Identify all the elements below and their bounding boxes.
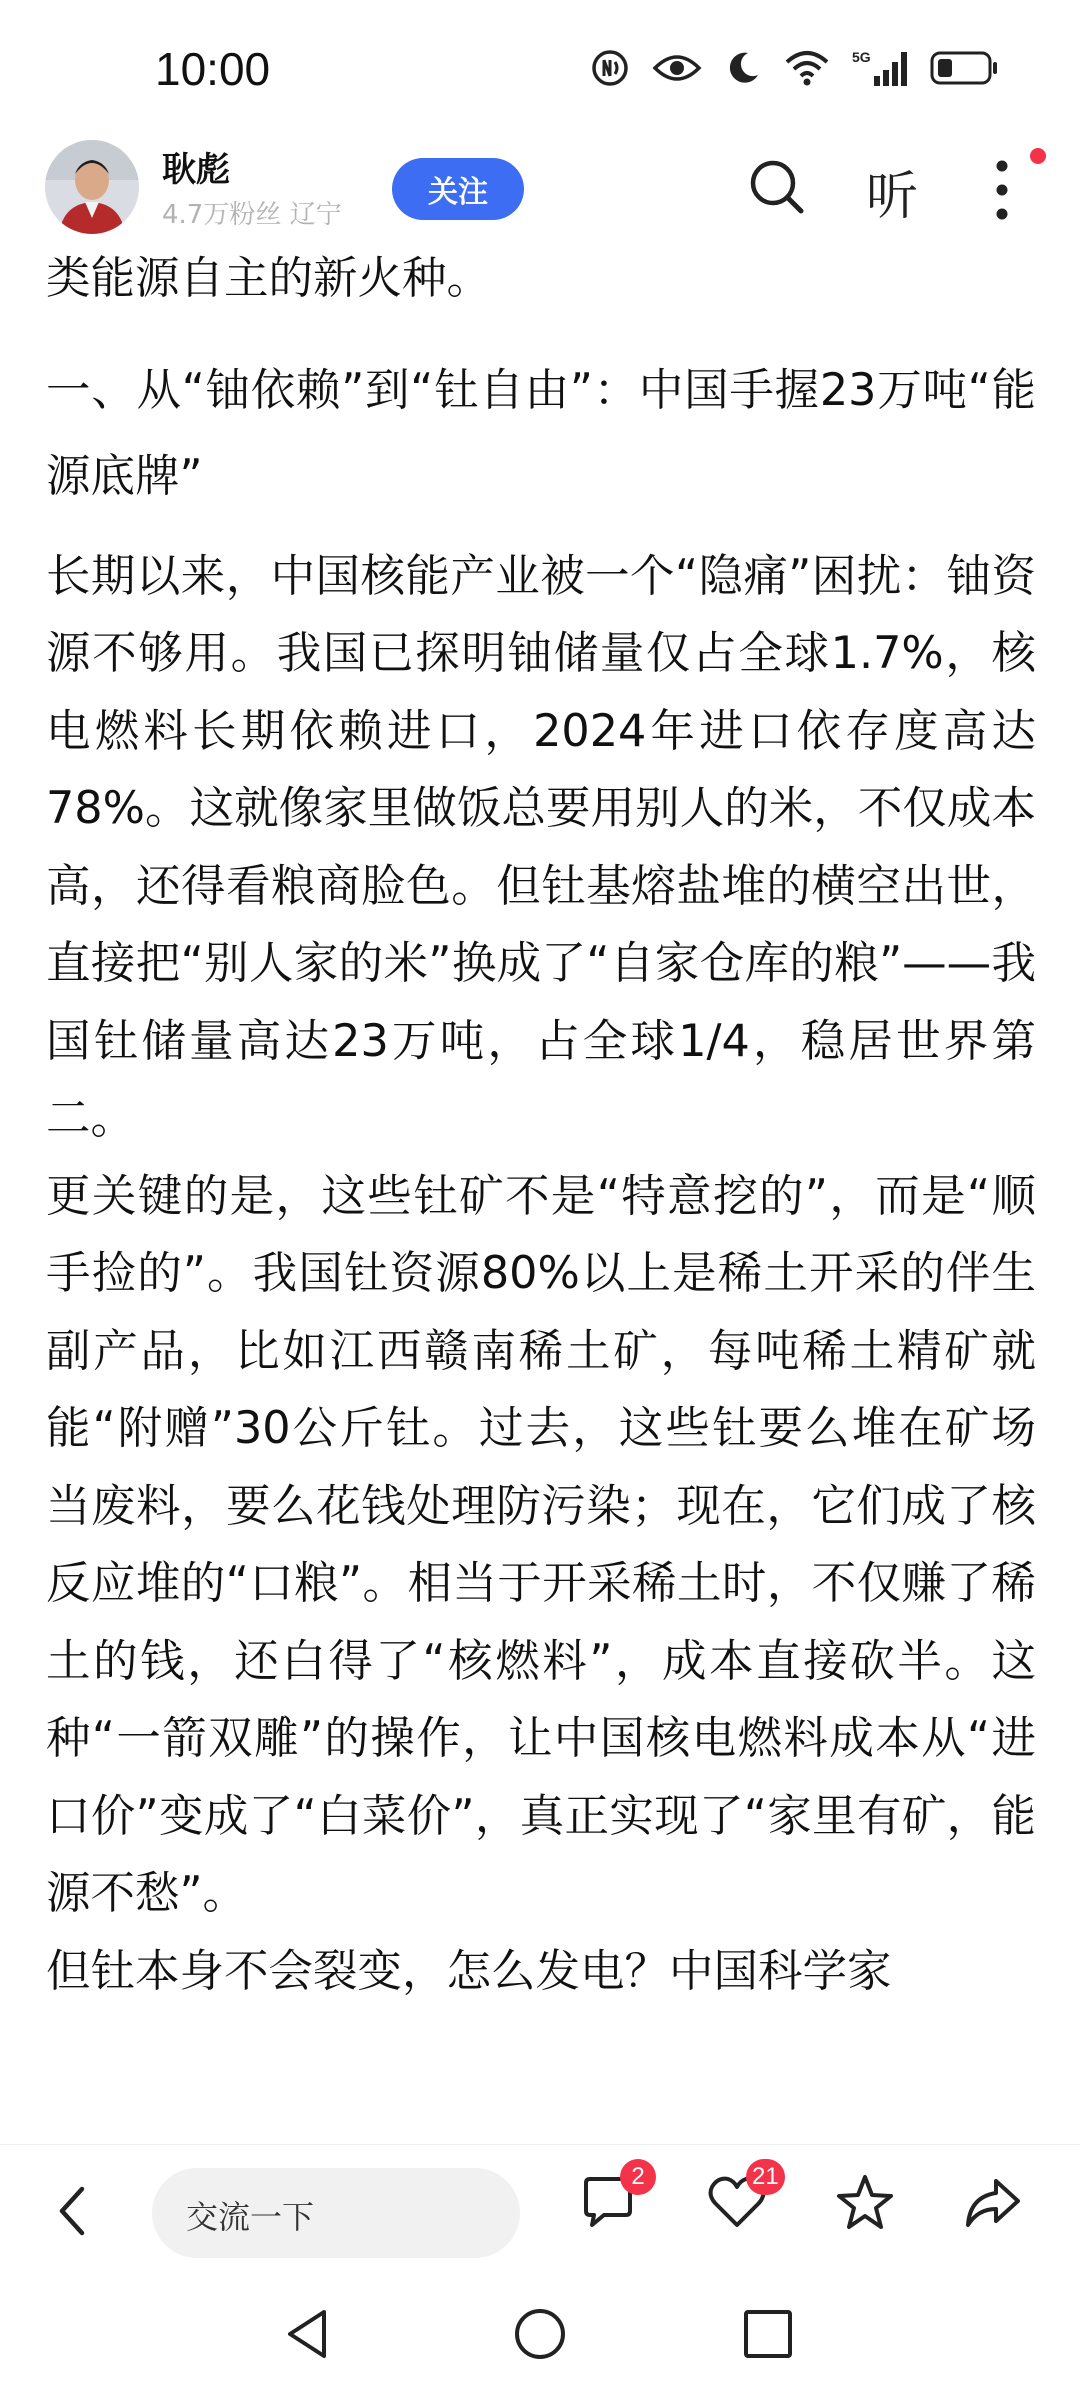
article-section-heading: 一、从“铀依赖”到“钍自由”：中国手握23万吨“能源底牌” bbox=[46, 364, 1036, 502]
status-time: 10:00 bbox=[155, 43, 271, 95]
more-icon[interactable] bbox=[992, 158, 1012, 222]
star-icon[interactable] bbox=[834, 2173, 896, 2233]
network-label: 5G bbox=[852, 49, 871, 65]
article-paragraph: 类能源自主的新火种。 bbox=[46, 253, 492, 304]
share-icon[interactable] bbox=[962, 2173, 1024, 2233]
like-count-badge: 21 bbox=[746, 2159, 785, 2195]
status-bar bbox=[0, 0, 1080, 140]
article-paragraph: 更关键的是，这些钍矿不是“特意挖的”，而是“顺手捡的”。我国钍资源80%以上是稀土开采的伴生副产品，比如江西赣南稀土矿，每吨稀土精矿就能“附赠”30公斤钍。过去，这些钍要么堆在矿场当废料，要么花钱处理防污染；现在，它们成了核反应堆的“口粮”。相当于开采稀土时，不仅赚了稀土的钱，还白得了“核燃料”，成本直接砍半。这种“一箭双雕”的操作，让中国核电燃料成本从“进口价”变成了“白菜价”，真正实现了“家里有矿，能源不愁”。 bbox=[46, 1170, 1036, 1919]
article-paragraph: 长期以来，中国核能产业被一个“隐痛”困扰：铀资源不够用。我国已探明铀储量仅占全球1.7%，核电燃料长期依赖进口，2024年进口依存度高达78%。这就像家里做饭总要用别人的米，不仅成本高，还得看粮商脸色。但钍基熔盐堆的横空出世，直接把“别人家的米”换成了“自家仓库的粮”——我国钍储量高达23万吨，占全球1/4，稳居世界第二。 bbox=[46, 550, 1036, 1144]
author-avatar-image bbox=[45, 140, 139, 234]
author-meta: 4.7万粉丝 辽宁 bbox=[162, 200, 342, 230]
article-paragraph: 但钍本身不会裂变，怎么发电？中国科学家 bbox=[46, 1945, 892, 1997]
avatar[interactable] bbox=[45, 140, 139, 234]
back-arrow-icon[interactable] bbox=[52, 2183, 92, 2239]
comment-input[interactable] bbox=[152, 2168, 520, 2258]
notification-dot bbox=[1030, 148, 1046, 164]
moon-icon bbox=[724, 49, 762, 87]
article-header bbox=[0, 130, 1080, 250]
listen-button[interactable]: 听 bbox=[866, 167, 919, 227]
nav-home-icon[interactable] bbox=[512, 2306, 568, 2362]
eye-icon bbox=[652, 50, 702, 86]
wifi-icon bbox=[784, 50, 830, 86]
signal-5g-icon bbox=[852, 48, 908, 88]
like-button[interactable] bbox=[706, 2163, 779, 2237]
status-icons bbox=[590, 48, 1000, 88]
system-nav-bar bbox=[0, 2270, 1080, 2400]
comment-button[interactable] bbox=[578, 2163, 645, 2237]
comment-placeholder: 交流一下 bbox=[186, 2198, 315, 2236]
article-body bbox=[46, 240, 1036, 2010]
comment-count-badge: 2 bbox=[620, 2159, 656, 2195]
follow-button[interactable]: 关注 bbox=[392, 158, 524, 220]
nfc-icon bbox=[590, 48, 630, 88]
search-icon[interactable] bbox=[748, 158, 806, 216]
nav-back-icon[interactable] bbox=[282, 2306, 332, 2362]
nav-recents-icon[interactable] bbox=[742, 2308, 794, 2360]
bottom-action-bar bbox=[0, 2144, 1080, 2271]
author-name[interactable]: 耿彪 bbox=[162, 150, 230, 190]
battery-icon bbox=[930, 50, 1000, 86]
